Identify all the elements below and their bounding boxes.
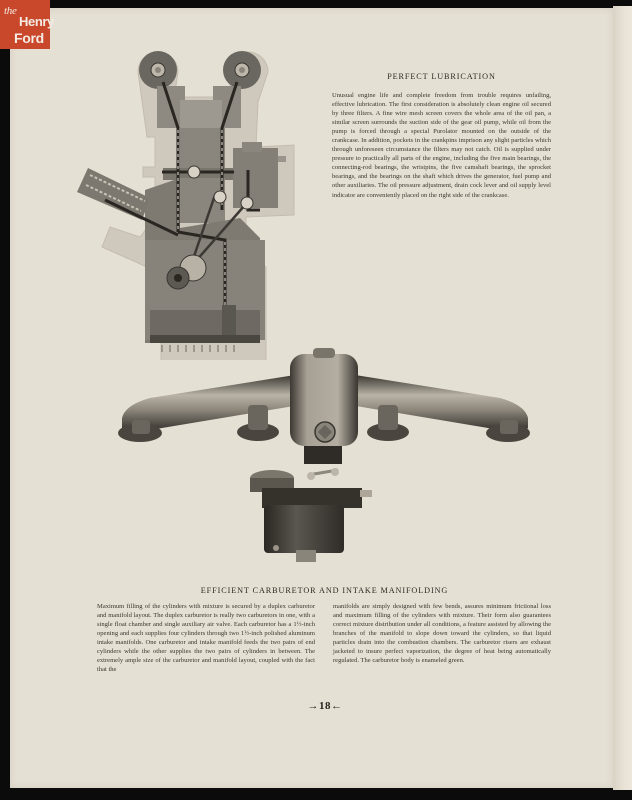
- logo-the: the: [4, 5, 17, 17]
- henry-ford-logo[interactable]: [0, 0, 54, 49]
- carburetor-body-right: manifolds are simply designed with few bends, assures minimum frictional loss and maximum filling of the cylinders with mixture. Their form also guarantees correct mixture distribution under all conditions, a feature assisted by allowing the branches of the manifold to slope down toward the cylinders, so that liquid particles drain into the combustion chambers. The carburetor risers are exhaust jacketed to insure perfect vaporization, the degree of heat being automatically regulated. The carburetor body is enameled green.: [333, 603, 551, 665]
- logo-henry: Henry: [19, 14, 54, 29]
- page-number: →18←: [307, 700, 343, 712]
- lubrication-body: Unusual engine life and complete freedom from trouble requires unfailing, effective lubrication. The first consideration is absolutely clean engine oil secured by three filters. A fine wire mesh screen covers the whole area of the oil pan, a similar screen surrounds the suction side of the gear oil pump, while oil from the pump is forced through a special Purolator mounted on the outside of the crankcase. In addition, pockets in the crankpins imprison any slight particles which through unforeseen circumstance the filters may not catch. Oil is supplied under pressure to practically all parts of the engine, including the five main bearings, the connecting-rod bearings, the wristpins, the five camshaft bearings, the sprocket bearings, and the bearings on the shaft which drives the generator, fuel pump and other auxiliaries. The oil pressure adjustment, drain cock lever and oil supply level indicator are conveniently placed on the right side of the crankcase.: [332, 92, 551, 199]
- logo-ford: Ford: [14, 30, 44, 46]
- page-edge-fold: [613, 6, 632, 790]
- lubrication-heading: PERFECT LUBRICATION: [387, 72, 496, 81]
- engine-cutaway-illustration: [60, 45, 310, 360]
- intake-manifold-illustration: [110, 345, 540, 565]
- carburetor-body-left: Maximum filling of the cylinders with mixture is secured by a duplex carburetor and manifold layout. The duplex carburetor is really two carburetors in one, with a single float chamber and single auxiliary air valve. Each carburetor has a 1½-inch opening and each supplies four cylinders through two 1½-inch polished aluminum intake manifolds. One carburetor and intake manifold feeds the two pairs of end cylinders while the other supplies the two pairs of cylinders in between. The extremely ample size of the carburetor and manifold layout, coupled with the fact that the: [97, 603, 315, 674]
- carburetor-heading: EFFICIENT CARBURETOR AND INTAKE MANIFOLDING: [200, 586, 449, 595]
